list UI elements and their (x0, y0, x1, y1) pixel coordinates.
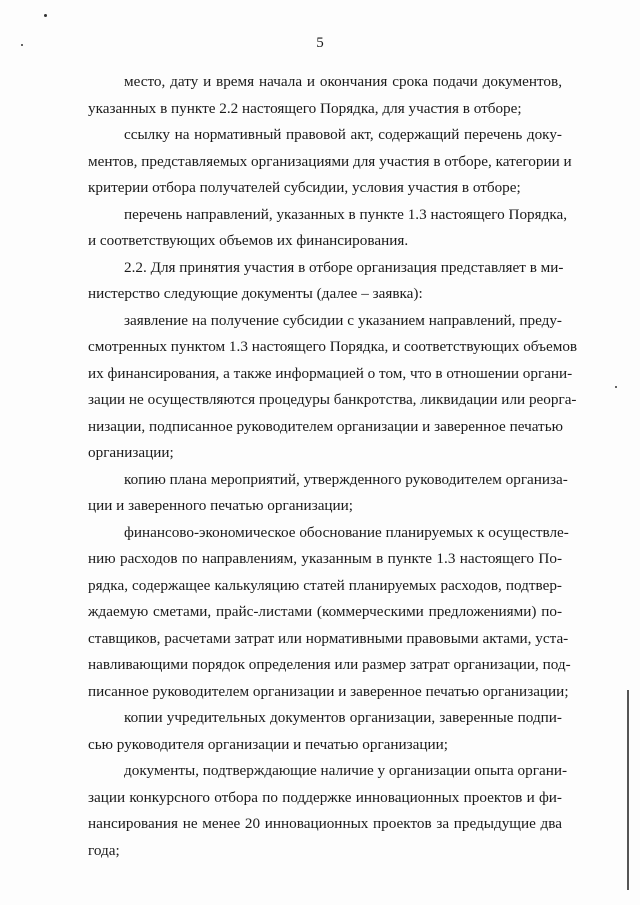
document-body (88, 69, 578, 864)
text-line: их финансирования, а также информацией о том, что в отношении органи- (88, 364, 573, 382)
scan-speck (615, 386, 617, 388)
paragraph (88, 467, 568, 520)
scan-edge-mark (627, 690, 629, 890)
text-line: финансово-экономическое обоснование планируемых к осуществле- (124, 523, 569, 541)
text-line: организации; (88, 444, 174, 461)
text-line: навливающими порядок определения или размер затрат организации, под- (88, 656, 571, 673)
text-line: рядка, содержащее калькуляцию статей планируемых расходов, подтвер- (88, 576, 562, 594)
paragraph (88, 202, 568, 255)
text-line: ции и заверенного печатью организации; (88, 497, 354, 514)
text-line: писанное руководителем организации и заверенное печатью организации; (88, 682, 569, 700)
scan-speck (44, 14, 47, 17)
text-line: нансирования не менее 20 инновационных проектов за предыдущие два (88, 815, 562, 832)
text-line: низации, подписанное руководителем организации и заверенное печатью (88, 417, 563, 435)
paragraph (88, 255, 562, 308)
text-line: указанных в пункте 2.2 настоящего Порядка, для участия в отборе; (88, 99, 522, 117)
text-line: копию плана мероприятий, утвержденного руководителем организа- (124, 470, 568, 488)
page-number: 5 (316, 35, 324, 51)
text-line: ждаемую сметами, прайс-листами (коммерческими предложениями) по- (88, 603, 562, 620)
text-line: смотренных пунктом 1.3 настоящего Порядка, и соответствующих объемов (88, 338, 578, 355)
text-line: перечень направлений, указанных в пункте 1.3 настоящего Порядка, (124, 205, 568, 223)
text-line: зации конкурсного отбора по поддержке инновационных проектов и фи- (88, 788, 562, 806)
text-line: нию расходов по направлениям, указанным в пункте 1.3 настоящего По- (88, 550, 562, 567)
paragraph (88, 308, 578, 467)
paragraph (88, 122, 572, 202)
text-line: сью руководителя организации и печатью организации; (88, 735, 449, 753)
text-line: критерии отбора получателей субсидии, условия участия в отборе; (88, 179, 521, 196)
text-line: нистерство следующие документы (далее – заявка): (88, 285, 423, 302)
text-line: ментов, представляемых организациями для участия в отборе, категории и (88, 152, 572, 170)
text-line: года; (88, 841, 120, 859)
text-line: копии учредительных документов организации, заверенные подпи- (124, 709, 562, 726)
text-line: место, дату и время начала и окончания срока подачи документов, (124, 73, 562, 90)
text-line: зации не осуществляются процедуры банкротства, ликвидации или реорга- (88, 391, 577, 408)
paragraph (88, 69, 562, 122)
text-line: ссылку на нормативный правовой акт, содержащий перечень доку- (124, 126, 562, 143)
text-line: заявление на получение субсидии с указанием направлений, преду- (124, 311, 562, 329)
text-line: 2.2. Для принятия участия в отборе организация представляет в ми- (124, 258, 564, 276)
paragraph (88, 520, 571, 706)
text-line: и соответствующих объемов их финансирования. (88, 232, 409, 249)
paragraph (88, 758, 568, 864)
text-line: документы, подтверждающие наличие у организации опыта органи- (124, 762, 568, 779)
paragraph (88, 705, 562, 758)
text-line: ставщиков, расчетами затрат или нормативными правовыми актами, уста- (88, 629, 569, 647)
